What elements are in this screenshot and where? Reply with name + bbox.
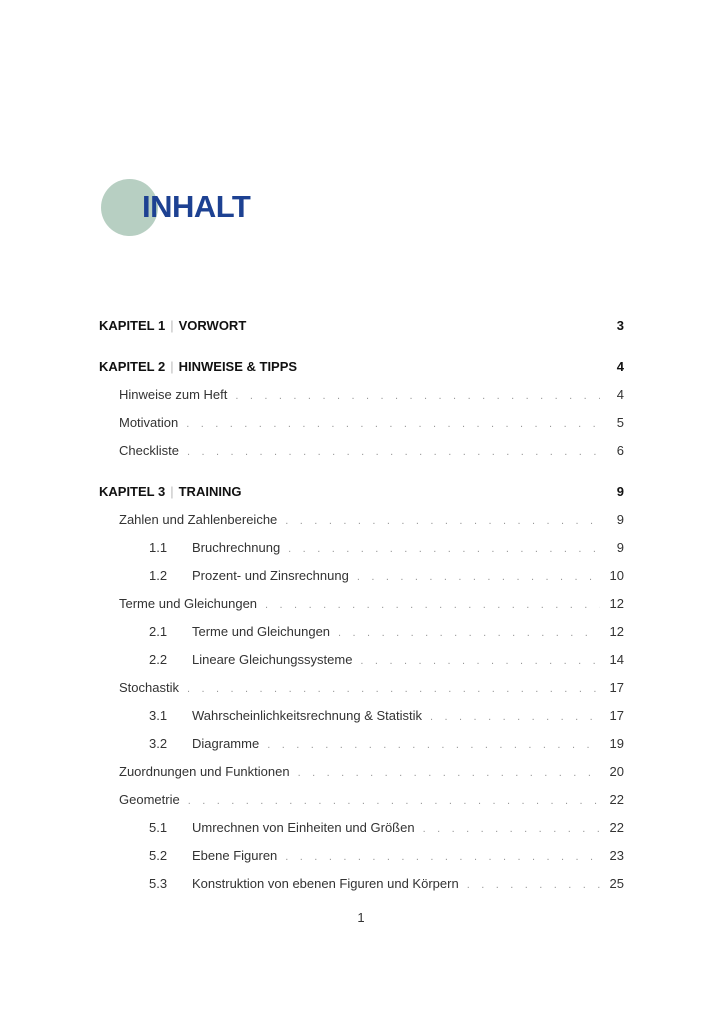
- page-number: 12: [609, 596, 624, 611]
- separator: |: [170, 318, 174, 333]
- entry-title: Terme und Gleichungen: [119, 596, 258, 611]
- entry-title: Umrechnen von Einheiten und Größen: [192, 820, 415, 835]
- entry-title: Zuordnungen und Funktionen: [119, 764, 290, 779]
- entry-title: Bruchrechnung: [192, 540, 281, 555]
- chapter-title: TRAINING: [178, 484, 242, 499]
- entry-number: 5.2: [149, 848, 168, 863]
- toc-subentry[interactable]: [99, 534, 624, 562]
- toc-subentry[interactable]: [99, 702, 624, 730]
- page-number: 20: [609, 764, 624, 779]
- entry-number: 5.3: [149, 876, 168, 891]
- page-number: 6: [616, 443, 624, 458]
- page-number: 9: [616, 540, 624, 555]
- toc-entry[interactable]: [99, 506, 624, 534]
- entry-title: Geometrie: [119, 792, 180, 807]
- entry-number: 5.1: [149, 820, 168, 835]
- page-footer-number: 1: [357, 910, 365, 925]
- page-title: INHALT: [142, 189, 251, 224]
- entry-title: Zahlen und Zahlenbereiche: [119, 512, 278, 527]
- page-number: 22: [609, 792, 624, 807]
- toc-subentry[interactable]: [99, 842, 624, 870]
- dot-leader: [423, 815, 600, 843]
- entry-title: Wahrscheinlichkeitsrechnung & Statistik: [192, 708, 423, 723]
- chapter-title: VORWORT: [178, 318, 247, 333]
- page-number: 17: [609, 680, 624, 695]
- toc-subentry[interactable]: [99, 870, 624, 898]
- toc-entry[interactable]: [99, 409, 624, 437]
- toc-entry[interactable]: [99, 381, 624, 409]
- toc-chapter-2[interactable]: [99, 353, 624, 381]
- entry-title: Stochastik: [119, 680, 179, 695]
- page-number: 17: [609, 708, 624, 723]
- toc-chapter-3[interactable]: [99, 478, 624, 506]
- page-number: 25: [609, 876, 624, 891]
- dot-leader: [187, 438, 600, 466]
- toc-entry[interactable]: [99, 758, 624, 786]
- entry-title: Ebene Figuren: [192, 848, 278, 863]
- page-number: 22: [609, 820, 624, 835]
- page-number: 3: [616, 318, 624, 333]
- entry-number: 3.1: [149, 708, 168, 723]
- toc-subentry[interactable]: [99, 562, 624, 590]
- separator: |: [170, 359, 174, 374]
- entry-number: 3.2: [149, 736, 168, 751]
- page-number: 5: [616, 415, 624, 430]
- dot-leader: [285, 843, 600, 871]
- entry-title: Hinweise zum Heft: [119, 387, 228, 402]
- page-number: 10: [609, 568, 624, 583]
- table-of-contents: [99, 312, 624, 898]
- dot-leader: [357, 563, 600, 591]
- chapter-label: KAPITEL 1: [99, 318, 166, 333]
- toc-subentry[interactable]: [99, 814, 624, 842]
- toc-entry[interactable]: [99, 437, 624, 465]
- dot-leader: [186, 410, 600, 438]
- dot-leader: [235, 382, 600, 410]
- page-number: 19: [609, 736, 624, 751]
- entry-title: Motivation: [119, 415, 179, 430]
- dot-leader: [298, 759, 600, 787]
- toc-entry[interactable]: [99, 590, 624, 618]
- entry-title: Terme und Gleichungen: [192, 624, 331, 639]
- page-number: 9: [616, 512, 624, 527]
- dot-leader: [187, 675, 600, 703]
- page-number: 4: [616, 387, 624, 402]
- dot-leader: [467, 871, 600, 899]
- toc-subentry[interactable]: [99, 646, 624, 674]
- page-number: 14: [609, 652, 624, 667]
- dot-leader: [265, 591, 600, 619]
- toc-entry[interactable]: [99, 786, 624, 814]
- toc-entry[interactable]: [99, 674, 624, 702]
- entry-number: 1.1: [149, 540, 168, 555]
- page-number: 12: [609, 624, 624, 639]
- entry-number: 2.2: [149, 652, 168, 667]
- toc-chapter-1[interactable]: [99, 312, 624, 340]
- chapter-title: HINWEISE & TIPPS: [178, 359, 298, 374]
- dot-leader: [285, 507, 600, 535]
- dot-leader: [188, 787, 600, 815]
- separator: |: [170, 484, 174, 499]
- entry-title: Checkliste: [119, 443, 179, 458]
- chapter-label: KAPITEL 3: [99, 484, 166, 499]
- entry-title: Lineare Gleichungssysteme: [192, 652, 353, 667]
- entry-title: Konstruktion von ebenen Figuren und Körpern: [192, 876, 459, 891]
- entry-title: Prozent- und Zinsrechnung: [192, 568, 349, 583]
- page-number: 4: [616, 359, 624, 374]
- entry-number: 1.2: [149, 568, 168, 583]
- dot-leader: [288, 535, 600, 563]
- entry-title: Diagramme: [192, 736, 260, 751]
- dot-leader: [338, 619, 600, 647]
- toc-subentry[interactable]: [99, 618, 624, 646]
- dot-leader: [360, 647, 600, 675]
- chapter-label: KAPITEL 2: [99, 359, 166, 374]
- toc-subentry[interactable]: [99, 730, 624, 758]
- page-number: 23: [609, 848, 624, 863]
- page-number: 9: [616, 484, 624, 499]
- dot-leader: [267, 731, 600, 759]
- dot-leader: [430, 703, 600, 731]
- entry-number: 2.1: [149, 624, 168, 639]
